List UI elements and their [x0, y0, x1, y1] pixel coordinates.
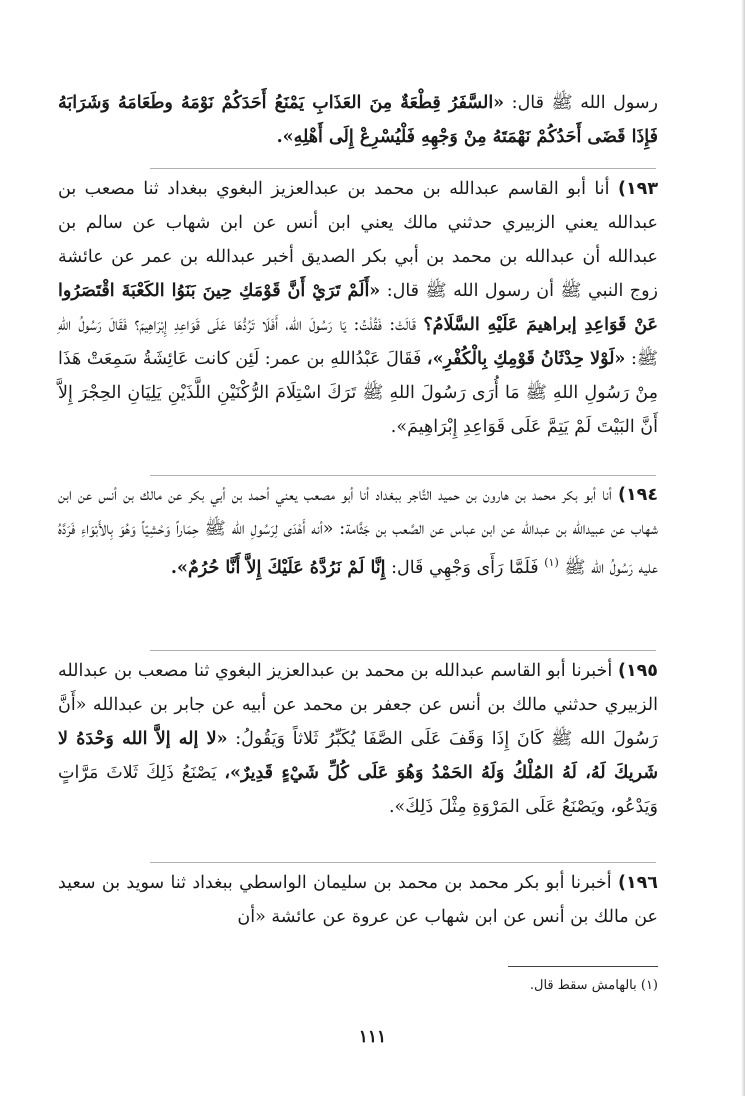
- isnad-text: أخبرنا أبو بكر محمد بن محمد بن سليمان الواسطي ببغداد ثنا سويد بن سعيد عن مالك بن أنس عن ابن شهاب عن عروة عن عائشة «أن: [58, 873, 658, 927]
- isnad-text: أنا أبو بكر محمد بن هارون بن حميد التَّاجر ببغداد أنا أبو مصعب يعني أحمد بن أبي بكر عن مالك بن أنس عن ابن شهاب عن عبيدالله بن عبدالله عن ابن عباس عن الصَّعب بن جَثَّامة: «أنه أَهْدَى لِرَسُولِ الله ﷺ حِمَاراً وَحْشِيّاً وَهُوَ بِالأَبْوَاءِ فَرَدَّهُ عليه رَسُولُ الله ﷺ: [58, 485, 658, 578]
- hadith-193: [58, 172, 658, 444]
- footnote-marker: (١): [544, 556, 559, 569]
- hadith-text: إِنَّا لَمْ نَرُدَّهُ عَلَيْكَ إِلاَّ أَنَّا حُرُمٌ».: [170, 557, 386, 578]
- page-number: ١١١: [358, 1027, 387, 1047]
- continuation-hadith: «السَّفَرُ قِطْعَةٌ مِنَ العَذَابِ يَمْنَعُ أَحَدَكُمْ نَوْمَهُ وطَعَامَهُ وَشَرَابَهُ فَإِذَا قَضَى أَحَدُكُمْ نَهْمَتَهُ مِنْ وَجْهِهِ فَلْيُسْرِعْ إِلَى أَهْلِهِ».: [58, 93, 658, 147]
- hadith-196: [58, 866, 658, 934]
- hadith-text: «أَلَمْ تَرَيْ أَنَّ قَوْمَكِ حِينَ بَنَوُا الكَعْبَةَ اقْتَصَرُوا عَنْ قَوَاعِدِ إبراهيمَ عَلَيْهِ السَّلَامُ؟: [58, 281, 658, 335]
- isnad-text: أنا أبو القاسم عبدالله بن محمد بن عبدالعزيز البغوي ببغداد ثنا مصعب بن عبدالله يعني الزبيري حدثني مالك يعني ابن أنس عن ابن شهاب عن سالم بن عبدالله أن عبدالله بن محمد بن أبي بكر الصديق أخبر عبدالله بن عمر عن عائشة زوج النبي ﷺ أن رسول الله ﷺ قال:: [58, 179, 658, 301]
- hadith-text: «لَوْلا حِدْثَانُ قَوْمِكِ بِالْكُفْرِ»،: [426, 349, 626, 369]
- continuation-intro: رسول الله ﷺ قال:: [511, 93, 658, 113]
- footnote: (١) بالهامش سقط قال.: [529, 978, 658, 993]
- narration-text: يَصْنَعُ ذَلِكَ ثَلاثَ مَرَّاتٍ وَيَدْعُو، ويَصْنَعُ عَلَى المَرْوَةِ مِثْلَ ذَلِكَ».: [58, 763, 658, 817]
- hadith-number: ١٩٥): [617, 661, 658, 681]
- page-edge: [741, 0, 745, 1096]
- hadith-text: «لا إله إلاَّ الله وَحْدَهُ لا شَريكَ لَهُ، لَهُ المُلْكُ وَلَهُ الحَمْدُ وَهُوَ عَلَى كُلِّ شَيْءٍ قَدِيرٌ»،: [58, 729, 658, 783]
- footnote-rule: [508, 966, 658, 967]
- separator: [150, 168, 656, 169]
- hadith-194: [58, 478, 658, 585]
- hadith-number: ١٩٣): [617, 179, 658, 199]
- narration-text: فَلَمَّا رَأَى وَجْهِي قَال:: [391, 557, 539, 578]
- paragraph-continuation: [58, 86, 658, 154]
- hadith-195: [58, 654, 658, 824]
- hadith-number: ١٩٤): [617, 485, 658, 505]
- separator: [150, 475, 656, 476]
- isnad-text: أخبرنا أبو القاسم عبدالله بن محمد بن عبدالعزيز البغوي ثنا مصعب بن عبدالله الزبيري حدثني مالك بن أنس عن جعفر بن محمد عن أبيه عن جابر بن عبدالله «أَنَّ رَسُولَ الله ﷺ كَانَ إِذَا وَقَفَ عَلَى الصَّفَا يُكَبِّرُ ثَلاثاً وَيَقُولُ:: [58, 661, 658, 749]
- hadith-number: ١٩٦): [617, 873, 658, 893]
- narration-text: فَقَالَ عَبْدُاللهِ بن عمر: لَئِن كانت عَائِشَةُ سَمِعَتْ هَذَا مِنْ رَسُولِ اللهِ ﷺ مَا أُرَى رَسُولَ اللهِ ﷺ تَرَكَ اسْتِلَامَ الرُّكْنَيْنِ اللَّذَيْنِ يَلِيَانِ الحِجْرَ إِلاَّ أَنَّ البَيْتَ لَمْ يَتِمَّ عَلَى قَوَاعِدِ إِبْرَاهِيمَ».: [58, 349, 658, 437]
- narration-text: قَالَتْ: فَقُلْتُ: يَا رَسُولَ الله، أَفَلَا تَرُدُّهَا عَلَى قَوَاعِدِ إِبْرَاهِيمَ؟ فَقَالَ رَسُولُ اللهِ ﷺ:: [58, 315, 658, 369]
- separator: [150, 862, 656, 863]
- separator: [150, 650, 656, 651]
